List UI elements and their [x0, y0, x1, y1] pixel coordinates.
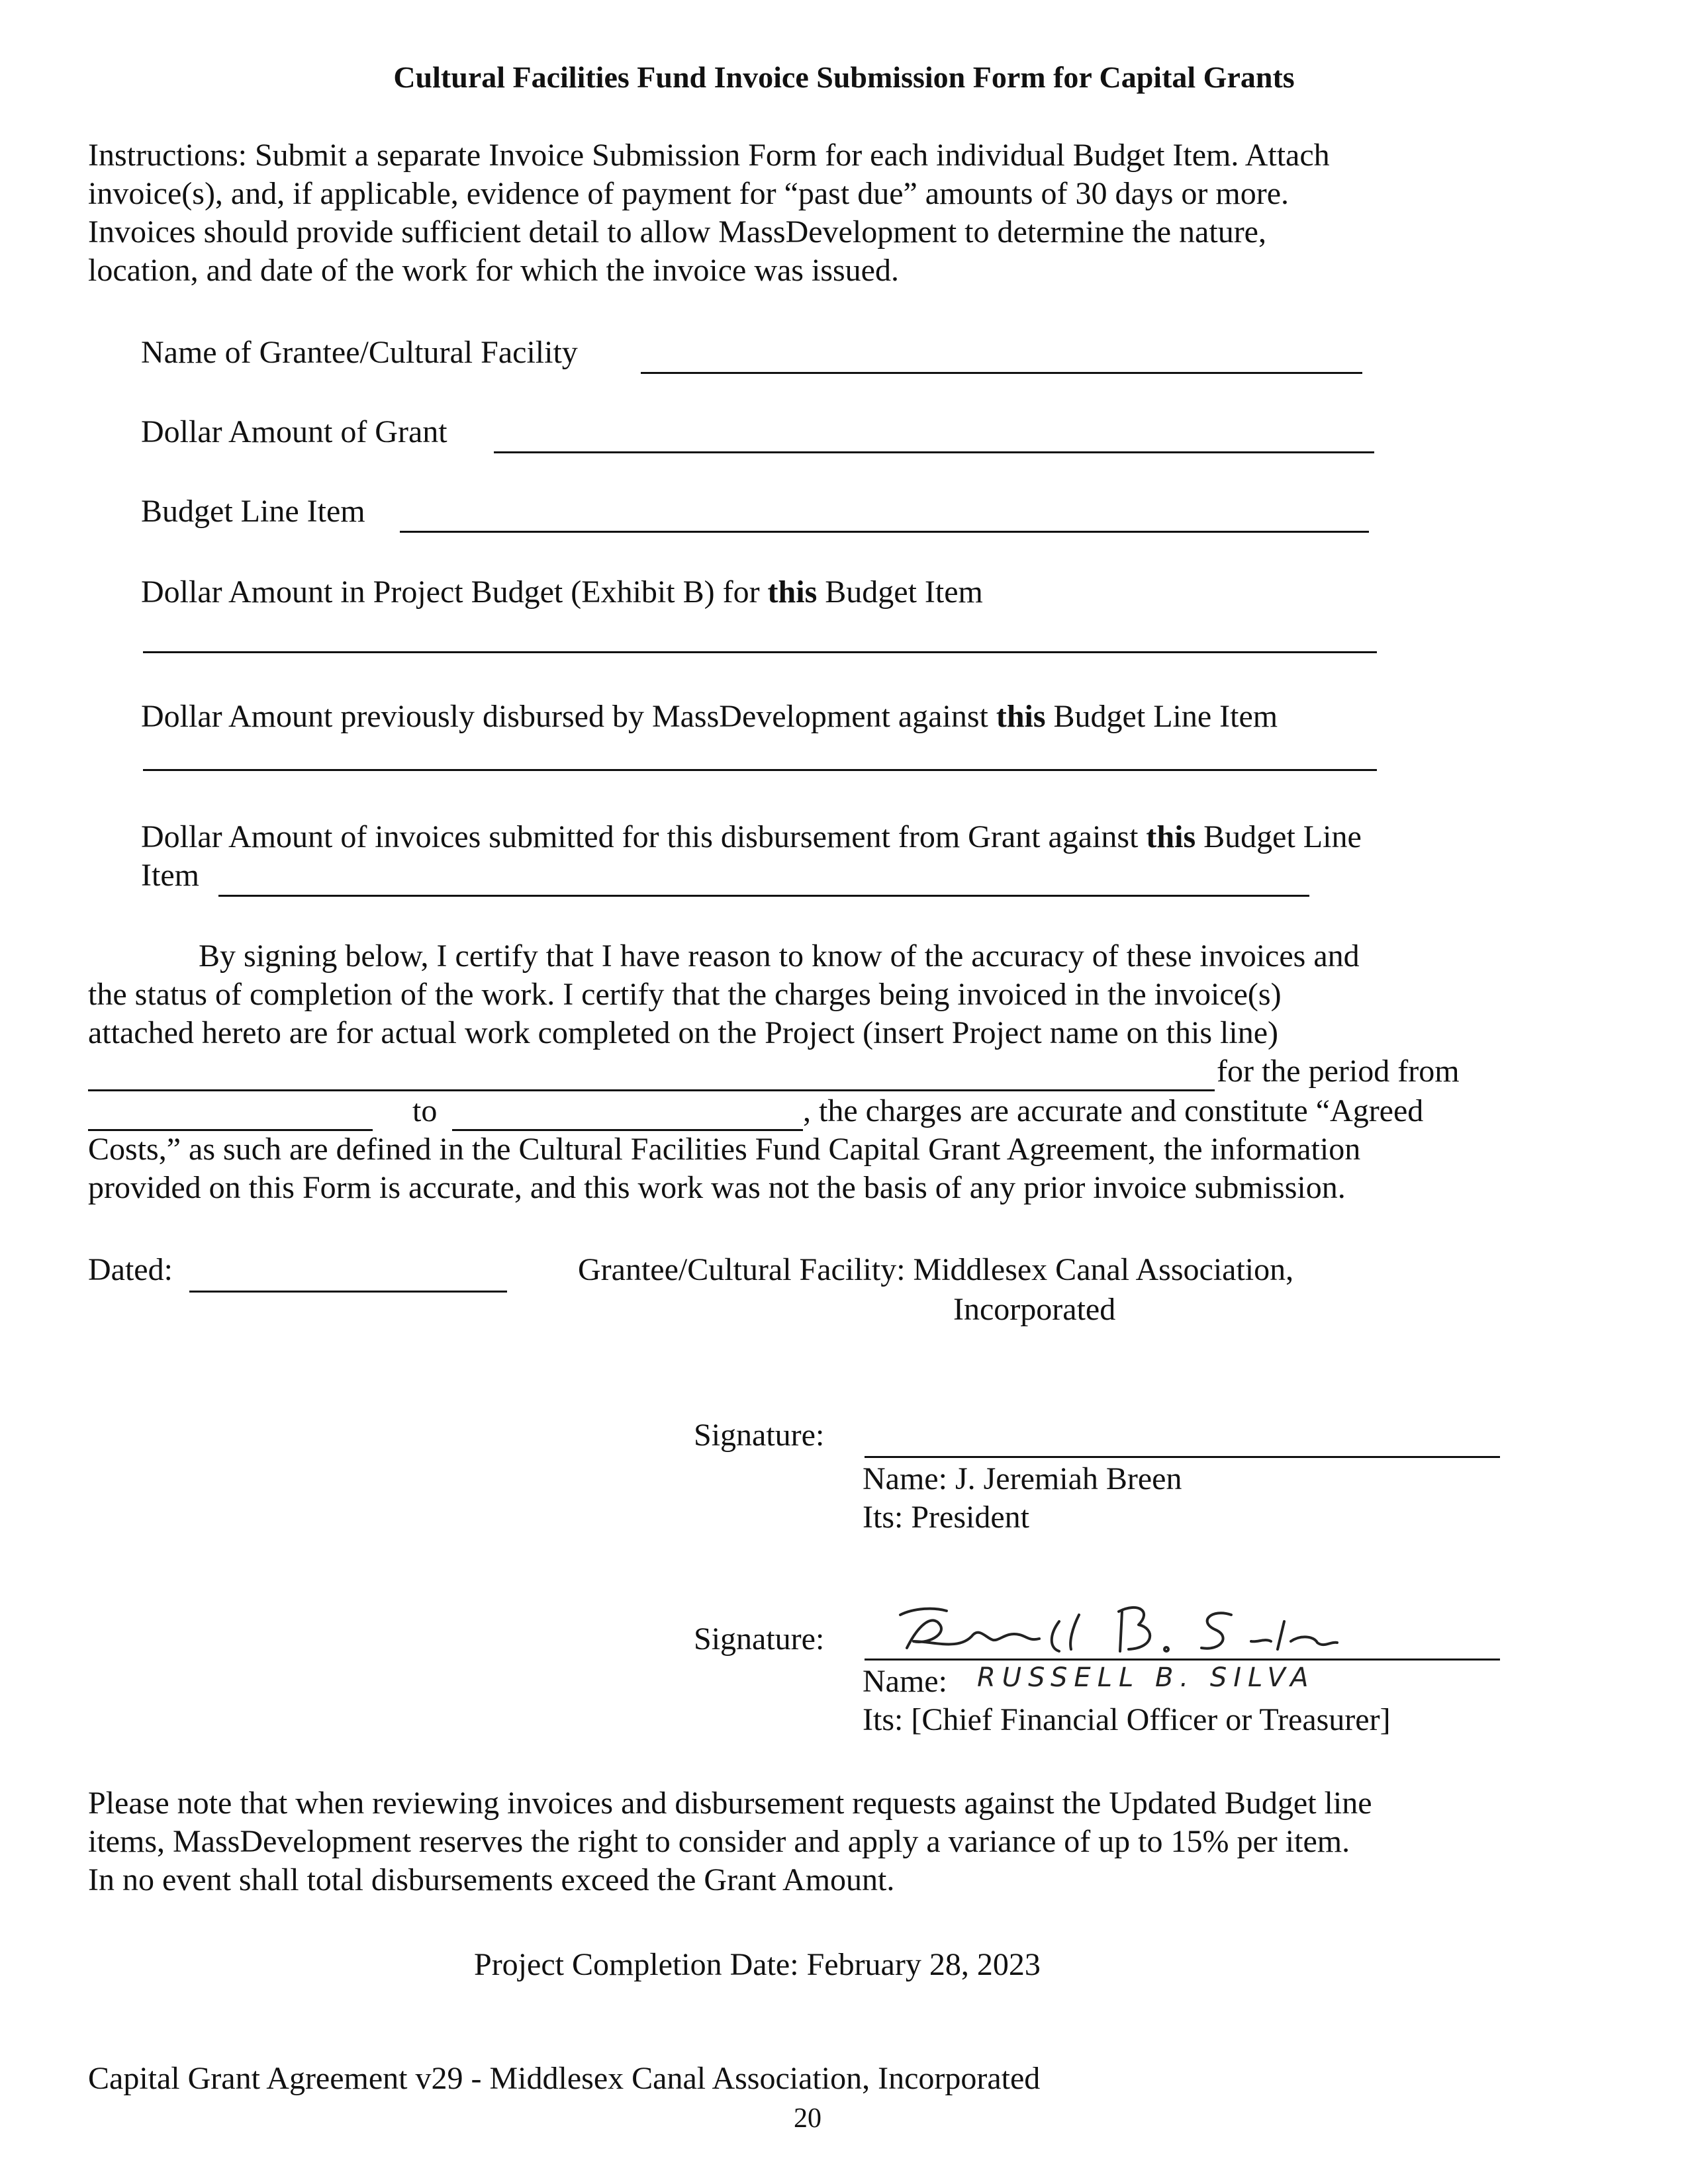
dated-line[interactable]	[189, 1291, 507, 1293]
grantee-name-line[interactable]	[641, 372, 1362, 374]
certification-line-4-end: for the period from	[1217, 1054, 1460, 1089]
signer-1-title: Its: President	[863, 1500, 1029, 1535]
project-completion-date: Project Completion Date: February 28, 2023	[474, 1947, 1041, 1982]
project-name-line[interactable]	[88, 1089, 1215, 1091]
signer-1-name: Name: J. Jeremiah Breen	[863, 1461, 1182, 1496]
signature-1-label: Signature:	[694, 1418, 825, 1453]
footer-text: Capital Grant Agreement v29 - Middlesex Canal Association, Incorporated	[88, 2061, 1041, 2096]
page-number: 20	[794, 2103, 821, 2134]
certification-line-6: Costs,” as such are defined in the Cultural Facilities Fund Capital Grant Agreement, the information	[88, 1132, 1361, 1167]
certification-line-2: the status of completion of the work. I certify that the charges being invoiced in the invoice(s)	[88, 977, 1282, 1012]
instructions-line-2: invoice(s), and, if applicable, evidence of payment for “past due” amounts of 30 days or more.	[88, 176, 1289, 211]
invoices-submitted-label: Dollar Amount of invoices submitted for this disbursement from Grant against this Budget Line	[141, 819, 1362, 854]
signature-1-line[interactable]	[865, 1456, 1500, 1458]
budget-line-item-label: Budget Line Item	[141, 494, 365, 529]
signer-2-name-handwritten: RUSSELL B. SILVA	[977, 1662, 1315, 1693]
certification-line-3: attached hereto are for actual work completed on the Project (insert Project name on this line)	[88, 1015, 1278, 1050]
grant-amount-label: Dollar Amount of Grant	[141, 414, 447, 449]
certification-line-7: provided on this Form is accurate, and this work was not the basis of any prior invoice submission.	[88, 1170, 1346, 1205]
signer-2-title: Its: [Chief Financial Officer or Treasurer]	[863, 1702, 1391, 1737]
dated-label: Dated:	[88, 1252, 173, 1287]
previously-disbursed-label: Dollar Amount previously disbursed by MassDevelopment against this Budget Line Item	[141, 699, 1278, 734]
instructions-line-1: Instructions: Submit a separate Invoice Submission Form for each individual Budget Item. Attach	[88, 138, 1330, 173]
grantee-line-1: Grantee/Cultural Facility: Middlesex Canal Association,	[578, 1252, 1294, 1287]
note-line-1: Please note that when reviewing invoices and disbursement requests against the Updated Budget line	[88, 1786, 1372, 1821]
invoices-submitted-line[interactable]	[218, 895, 1309, 897]
previously-disbursed-line[interactable]	[143, 769, 1377, 771]
project-budget-line[interactable]	[143, 651, 1377, 653]
budget-line-item-line[interactable]	[400, 531, 1369, 533]
grantee-name-label: Name of Grantee/Cultural Facility	[141, 335, 578, 370]
instructions-line-3: Invoices should provide sufficient detail to allow MassDevelopment to determine the nature,	[88, 214, 1266, 250]
invoices-submitted-label-line2: Item	[141, 858, 199, 893]
form-title: Cultural Facilities Fund Invoice Submission Form for Capital Grants	[393, 60, 1295, 94]
certification-line-1: By signing below, I certify that I have reason to know of the accuracy of these invoices and	[199, 938, 1360, 974]
certification-to: to	[412, 1093, 438, 1128]
signer-2-name-label: Name:	[863, 1664, 947, 1699]
signature-2-label: Signature:	[694, 1621, 825, 1657]
grant-amount-line[interactable]	[494, 451, 1374, 453]
certification-line-5-end: , the charges are accurate and constitute “Agreed	[803, 1093, 1424, 1128]
project-budget-label: Dollar Amount in Project Budget (Exhibit B) for this Budget Item	[141, 574, 983, 610]
handwritten-signature-icon	[861, 1588, 1403, 1661]
note-line-2: items, MassDevelopment reserves the right to consider and apply a variance of up to 15% per item.	[88, 1824, 1350, 1859]
grantee-line-2: Incorporated	[953, 1292, 1116, 1327]
instructions-line-4: location, and date of the work for which the invoice was issued.	[88, 253, 899, 288]
note-line-3: In no event shall total disbursements exceed the Grant Amount.	[88, 1862, 895, 1897]
